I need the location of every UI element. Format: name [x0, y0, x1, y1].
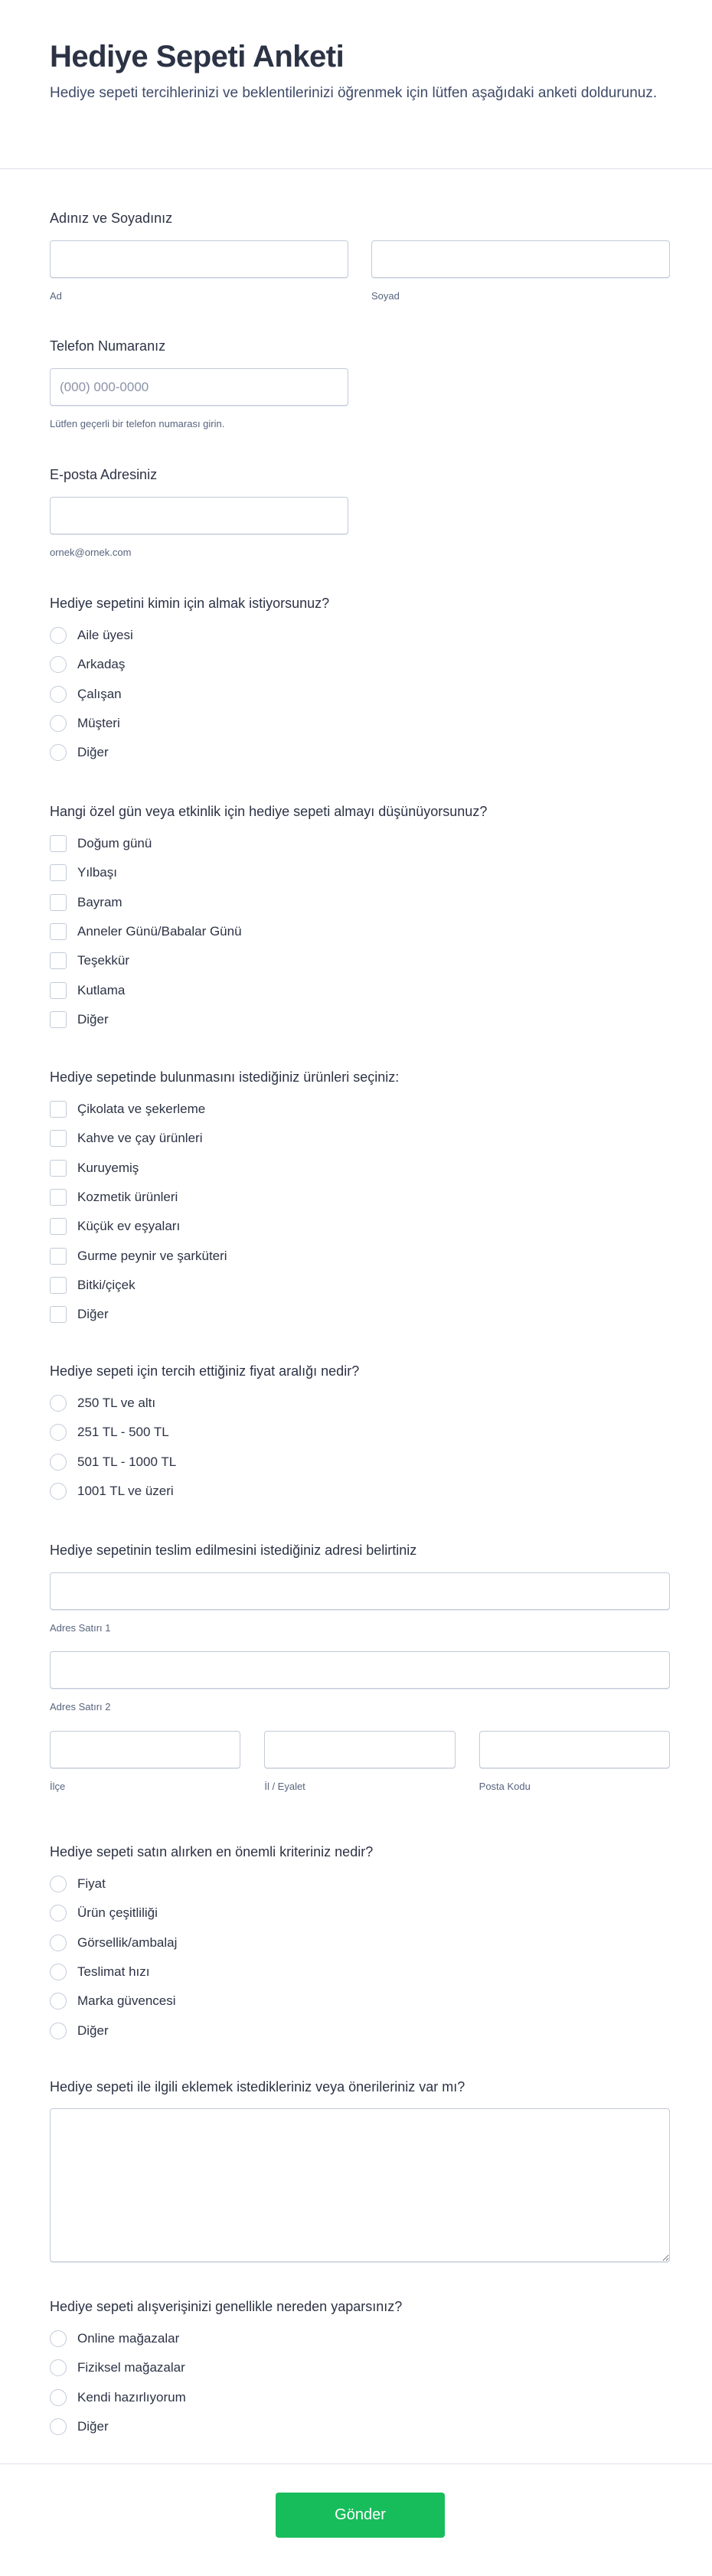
radio-option[interactable]: [50, 2016, 670, 2045]
option-label: Doğum günü: [77, 836, 152, 851]
option-label: Kozmetik ürünleri: [77, 1190, 178, 1205]
option-label: Diğer: [77, 1307, 109, 1322]
option-label: Fiziksel mağazalar: [77, 2360, 185, 2375]
question-products: [50, 1069, 670, 1330]
postal-code-input[interactable]: [479, 1731, 670, 1768]
checkbox-option[interactable]: [50, 1242, 670, 1271]
question-label: Hediye sepetini kimin için almak istiyorsunuz?: [50, 596, 330, 611]
checkbox-option[interactable]: [50, 1183, 670, 1212]
radio-button[interactable]: [50, 1934, 67, 1951]
radio-option[interactable]: [50, 1987, 670, 2016]
submit-button[interactable]: Gönder: [276, 2493, 445, 2538]
option-label: Diğer: [77, 2419, 109, 2434]
radio-option[interactable]: [50, 1477, 670, 1506]
option-label: Kutlama: [77, 982, 126, 997]
radio-button[interactable]: [50, 2023, 67, 2039]
radio-option[interactable]: [50, 680, 670, 709]
radio-option[interactable]: [50, 1389, 670, 1418]
checkbox-option[interactable]: [50, 858, 670, 887]
option-list: [50, 1095, 670, 1330]
name-field: [50, 210, 670, 302]
radio-button[interactable]: [50, 1424, 67, 1441]
option-label: 250 TL ve altı: [77, 1396, 156, 1411]
address-line2-input[interactable]: [50, 1651, 670, 1689]
checkbox[interactable]: [50, 982, 67, 999]
state-input[interactable]: [264, 1731, 455, 1768]
checkbox[interactable]: [50, 1130, 67, 1147]
radio-button[interactable]: [50, 2389, 67, 2406]
option-label: Kahve ve çay ürünleri: [77, 1131, 203, 1146]
radio-button[interactable]: [50, 1993, 67, 2010]
checkbox[interactable]: [50, 1101, 67, 1118]
checkbox[interactable]: [50, 1248, 67, 1265]
option-label: Marka güvencesi: [77, 1993, 176, 2009]
checkbox[interactable]: [50, 923, 67, 940]
option-label: Teşekkür: [77, 953, 130, 968]
state-sublabel: İl / Eyalet: [264, 1781, 305, 1792]
radio-option[interactable]: [50, 1448, 670, 1477]
question-label: Hediye sepetinde bulunmasını istediğiniz ürünleri seçiniz:: [50, 1069, 400, 1085]
checkbox[interactable]: [50, 1011, 67, 1028]
radio-button[interactable]: [50, 656, 67, 673]
checkbox-option[interactable]: [50, 976, 670, 1005]
option-label: Kuruyemiş: [77, 1160, 139, 1175]
option-label: Bitki/çiçek: [77, 1278, 136, 1293]
checkbox-option[interactable]: [50, 1154, 670, 1183]
radio-button[interactable]: [50, 744, 67, 761]
checkbox-option[interactable]: [50, 917, 670, 946]
radio-button[interactable]: [50, 1964, 67, 1980]
name-label: Adınız ve Soyadınız: [50, 211, 173, 226]
phone-input[interactable]: [50, 368, 348, 406]
option-label: Teslimat hızı: [77, 1964, 150, 1980]
option-label: Çikolata ve şekerleme: [77, 1102, 206, 1117]
checkbox[interactable]: [50, 1306, 67, 1323]
first-name-input[interactable]: [50, 240, 348, 278]
option-label: Gurme peynir ve şarküteri: [77, 1248, 227, 1263]
option-label: Fiyat: [77, 1876, 106, 1892]
radio-option[interactable]: [50, 2412, 670, 2441]
radio-option[interactable]: [50, 1869, 670, 1899]
question-label: Hediye sepeti için tercih ettiğiniz fiyat aralığı nedir?: [50, 1363, 360, 1379]
radio-button[interactable]: [50, 1876, 67, 1892]
radio-option[interactable]: [50, 1957, 670, 1987]
option-label: Görsellik/ambalaj: [77, 1934, 178, 1950]
district-input[interactable]: [50, 1731, 240, 1768]
radio-option[interactable]: [50, 1418, 670, 1447]
first-name-sublabel: Ad: [50, 290, 62, 302]
district-sublabel: İlçe: [50, 1781, 66, 1792]
question-label: Hediye sepeti satın alırken en önemli kriteriniz nedir?: [50, 1844, 374, 1859]
radio-option[interactable]: [50, 1899, 670, 1928]
option-label: Diğer: [77, 745, 109, 760]
option-label: 251 TL - 500 TL: [77, 1425, 169, 1440]
question-suggestions: [50, 2078, 670, 2262]
postal-code-sublabel: Posta Kodu: [478, 1781, 531, 1792]
radio-button[interactable]: [50, 1454, 67, 1471]
checkbox[interactable]: [50, 835, 67, 852]
radio-option[interactable]: [50, 621, 670, 650]
question-label: Hediye sepeti ile ilgili eklemek istedikleriniz veya önerileriniz var mı?: [50, 2079, 465, 2094]
header-divider: [0, 168, 712, 169]
address-field: [50, 1542, 670, 1793]
option-list: [50, 1389, 670, 1506]
form-description: Hediye sepeti tercihlerinizi ve beklentilerinizi öğrenmek için lütfen aşağıdaki anketi doldurunuz.: [50, 85, 658, 101]
option-label: Kendi hazırlıyorum: [77, 2389, 186, 2405]
radio-button[interactable]: [50, 2418, 67, 2435]
question-price: [50, 1363, 670, 1506]
checkbox-option[interactable]: [50, 946, 670, 975]
address-line1-input[interactable]: [50, 1572, 670, 1610]
checkbox[interactable]: [50, 1189, 67, 1206]
checkbox[interactable]: [50, 894, 67, 911]
checkbox-option[interactable]: [50, 1005, 670, 1034]
option-label: 501 TL - 1000 TL: [77, 1454, 177, 1469]
option-label: 1001 TL ve üzeri: [77, 1484, 174, 1499]
question-occasion: [50, 803, 670, 1034]
radio-option[interactable]: [50, 1928, 670, 1957]
checkbox-option[interactable]: [50, 1212, 670, 1241]
checkbox[interactable]: [50, 952, 67, 969]
checkbox-option[interactable]: [50, 1095, 670, 1124]
radio-button[interactable]: [50, 686, 67, 703]
last-name-sublabel: Soyad: [371, 290, 400, 302]
email-input[interactable]: [50, 497, 348, 534]
address-line2-sublabel: Adres Satırı 2: [50, 1701, 111, 1712]
checkbox-option[interactable]: [50, 1124, 670, 1153]
option-label: Çalışan: [77, 686, 122, 701]
address-label: Hediye sepetinin teslim edilmesini istediğiniz adresi belirtiniz: [50, 1543, 417, 1558]
radio-option[interactable]: [50, 2383, 670, 2412]
question-recipient: [50, 595, 670, 768]
option-label: Bayram: [77, 894, 122, 909]
radio-option[interactable]: [50, 2324, 670, 2353]
checkbox[interactable]: [50, 1277, 67, 1294]
question-label: Hangi özel gün veya etkinlik için hediye sepeti almayı düşünüyorsunuz?: [50, 804, 488, 819]
checkbox[interactable]: [50, 1160, 67, 1177]
radio-button[interactable]: [50, 715, 67, 732]
radio-button[interactable]: [50, 1395, 67, 1412]
phone-help: Lütfen geçerli bir telefon numarası girin.: [50, 418, 225, 429]
radio-button[interactable]: [50, 1483, 67, 1500]
option-label: Online mağazalar: [77, 2331, 180, 2346]
checkbox[interactable]: [50, 1218, 67, 1235]
address-line1-sublabel: Adres Satırı 1: [50, 1622, 111, 1634]
email-field: [50, 466, 670, 559]
option-label: Anneler Günü/Babalar Günü: [77, 924, 242, 939]
question-label: Hediye sepeti alışverişinizi genellikle nereden yaparsınız?: [50, 2299, 403, 2314]
option-label: Arkadaş: [77, 657, 126, 672]
option-label: Ürün çeşitliliği: [77, 1905, 158, 1921]
radio-button[interactable]: [50, 2330, 67, 2347]
option-list: [50, 2324, 670, 2441]
checkbox-option[interactable]: [50, 829, 670, 858]
checkbox-option[interactable]: [50, 1300, 670, 1329]
option-list: [50, 1869, 670, 2045]
form-title: Hediye Sepeti Anketi: [50, 40, 345, 73]
radio-button[interactable]: [50, 627, 67, 644]
option-label: Yılbaşı: [77, 865, 117, 880]
radio-option[interactable]: [50, 709, 670, 738]
suggestions-textarea[interactable]: [50, 2108, 670, 2262]
email-label: E-posta Adresiniz: [50, 467, 158, 482]
radio-button[interactable]: [50, 2359, 67, 2376]
option-label: Küçük ev eşyaları: [77, 1219, 181, 1234]
radio-button[interactable]: [50, 1905, 67, 1921]
radio-option[interactable]: [50, 650, 670, 679]
option-label: Diğer: [77, 2023, 109, 2038]
last-name-input[interactable]: [371, 240, 670, 278]
checkbox[interactable]: [50, 864, 67, 881]
radio-option[interactable]: [50, 738, 670, 767]
email-help: ornek@ornek.com: [50, 547, 132, 558]
option-list: [50, 829, 670, 1034]
option-list: [50, 621, 670, 768]
radio-option[interactable]: [50, 2353, 670, 2382]
question-where: [50, 2298, 670, 2441]
phone-field: [50, 338, 670, 430]
option-label: Müşteri: [77, 716, 120, 731]
checkbox-option[interactable]: [50, 888, 670, 917]
phone-label: Telefon Numaranız: [50, 338, 166, 354]
checkbox-option[interactable]: [50, 1271, 670, 1300]
footer-divider: [0, 2463, 712, 2464]
option-label: Diğer: [77, 1012, 109, 1027]
question-criteria: [50, 1843, 670, 2045]
option-label: Aile üyesi: [77, 628, 133, 643]
